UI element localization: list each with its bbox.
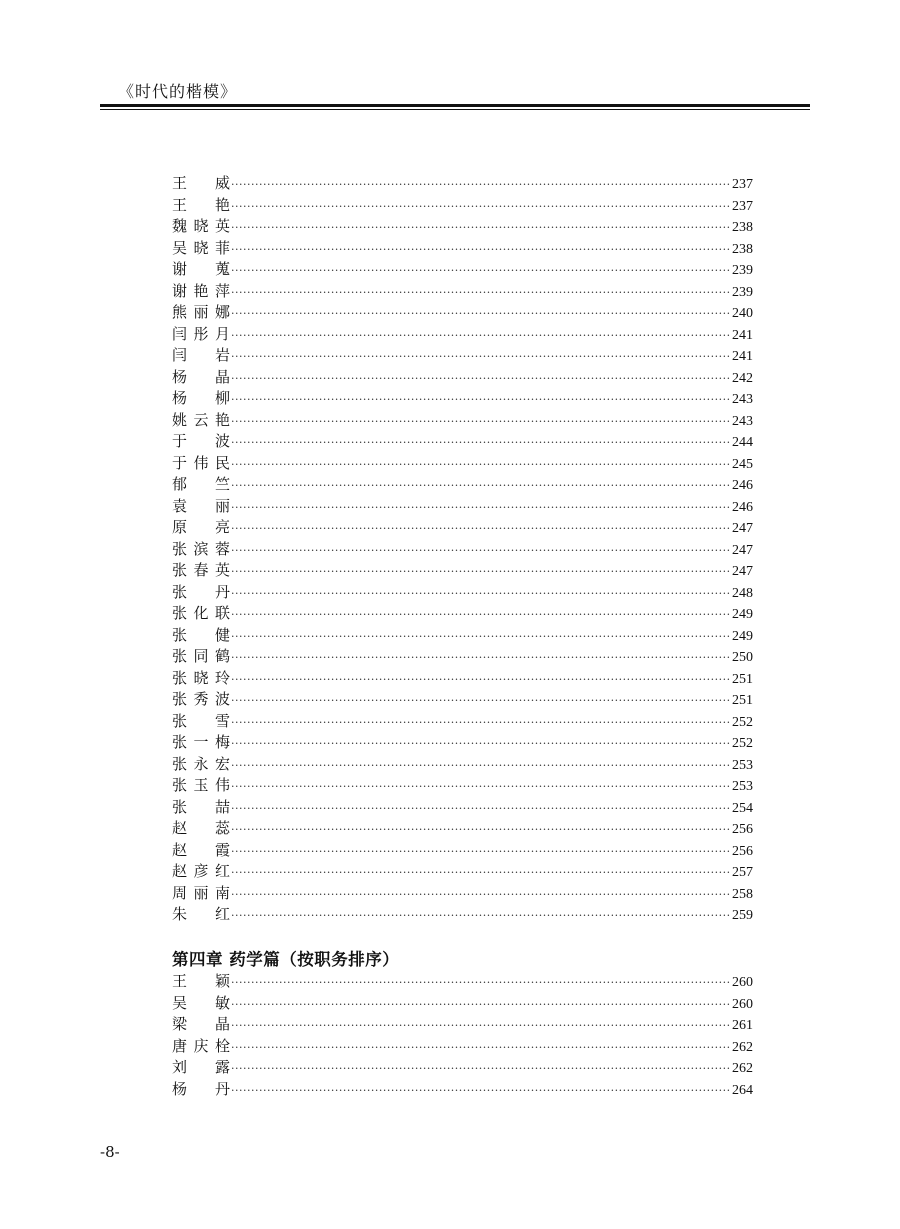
page-number: -8- xyxy=(100,1143,120,1161)
toc-leader-dots xyxy=(231,626,731,648)
toc-entry-name: 周丽南 xyxy=(172,883,230,902)
toc-entry-name: 谢艳萍 xyxy=(172,281,230,300)
toc-entry xyxy=(172,971,753,993)
toc-entry xyxy=(172,754,753,776)
toc-leader-dots xyxy=(231,647,731,669)
toc-entry-name: 张晓玲 xyxy=(172,668,230,687)
toc-entry xyxy=(172,367,753,389)
toc-entry-name: 于伟民 xyxy=(172,453,230,472)
toc-entry xyxy=(172,711,753,733)
toc-leader-dots xyxy=(231,841,731,863)
toc-entry-page: 246 xyxy=(732,478,753,493)
toc-entry xyxy=(172,582,753,604)
toc-entry xyxy=(172,431,753,453)
toc-entry-page: 264 xyxy=(732,1082,753,1098)
toc-entry-name: 杨 柳 xyxy=(172,389,230,407)
toc-entry-name: 袁 丽 xyxy=(172,496,230,515)
toc-entry xyxy=(172,388,753,410)
toc-entry xyxy=(172,496,753,518)
toc-entry xyxy=(172,195,753,217)
toc-entry xyxy=(172,453,753,475)
toc-entry-name: 赵彦红 xyxy=(172,862,230,880)
toc-leader-dots xyxy=(231,475,731,497)
toc-entry xyxy=(172,993,753,1015)
header-rule-thick xyxy=(100,104,810,107)
toc-leader-dots xyxy=(231,862,731,884)
toc-entry-name: 张 雪 xyxy=(172,711,230,730)
toc-entry xyxy=(172,173,753,195)
toc-entry-page: 237 xyxy=(732,177,753,192)
toc-entry-name: 原 亮 xyxy=(172,518,230,536)
toc-entry-page: 248 xyxy=(732,585,753,601)
toc-entry xyxy=(172,259,753,281)
toc-entry-name: 吴晓菲 xyxy=(172,238,230,257)
toc-leader-dots xyxy=(231,454,731,476)
toc-leader-dots xyxy=(231,884,731,906)
toc-entry xyxy=(172,840,753,862)
toc-leader-dots xyxy=(231,561,731,583)
toc-leader-dots xyxy=(231,776,731,798)
toc-entry xyxy=(172,474,753,496)
toc-leader-dots xyxy=(231,583,731,605)
toc-entry xyxy=(172,818,753,840)
toc-leader-dots xyxy=(231,798,731,820)
toc-entry-page: 256 xyxy=(732,822,753,837)
toc-leader-dots xyxy=(231,346,731,368)
toc-entry xyxy=(172,1036,753,1058)
toc-entry-page: 246 xyxy=(732,499,753,515)
toc-leader-dots xyxy=(231,972,731,994)
toc-entry-name: 吴 敏 xyxy=(172,993,230,1012)
toc-entry-name: 王 威 xyxy=(172,174,230,192)
toc-leader-dots xyxy=(231,604,731,626)
toc-entry-page: 247 xyxy=(732,564,753,579)
toc-entry-page: 261 xyxy=(732,1018,753,1033)
toc-entry-page: 247 xyxy=(732,542,753,558)
toc-entry xyxy=(172,1079,753,1101)
toc-entry xyxy=(172,539,753,561)
toc-leader-dots xyxy=(231,432,731,454)
toc-entry-name: 刘 露 xyxy=(172,1058,230,1076)
toc-entry-name: 杨 丹 xyxy=(172,1079,230,1098)
toc-entry-name: 梁 晶 xyxy=(172,1015,230,1033)
toc-entry xyxy=(172,883,753,905)
toc-leader-dots xyxy=(231,217,731,239)
toc-leader-dots xyxy=(231,303,731,325)
toc-entry-page: 251 xyxy=(732,671,753,687)
toc-entry-page: 244 xyxy=(732,435,753,450)
toc-entry-name: 赵 蕊 xyxy=(172,819,230,837)
toc-entry-page: 250 xyxy=(732,650,753,665)
toc-entry-page: 237 xyxy=(732,198,753,214)
toc-entry-page: 243 xyxy=(732,413,753,429)
toc-entry-page: 260 xyxy=(732,975,753,990)
toc-section-continued xyxy=(172,173,753,926)
toc-entry-page: 251 xyxy=(732,693,753,708)
toc-entry-name: 张永宏 xyxy=(172,754,230,773)
toc-entry xyxy=(172,646,753,668)
toc-entry-name: 闫彤月 xyxy=(172,324,230,343)
toc-entry-name: 张秀波 xyxy=(172,690,230,708)
toc-leader-dots xyxy=(231,1015,731,1037)
toc-leader-dots xyxy=(231,1058,731,1080)
toc-entry-page: 242 xyxy=(732,370,753,386)
toc-entry xyxy=(172,797,753,819)
toc-leader-dots xyxy=(231,174,731,196)
toc-entry-page: 259 xyxy=(732,908,753,923)
toc-leader-dots xyxy=(231,497,731,519)
toc-entry xyxy=(172,603,753,625)
toc-entry-name: 谢 蒐 xyxy=(172,260,230,278)
toc-entry-name: 王 艳 xyxy=(172,195,230,214)
toc-leader-dots xyxy=(231,540,731,562)
toc-section-chapter-4 xyxy=(172,971,753,1100)
toc-entry-page: 252 xyxy=(732,736,753,751)
toc-entry-name: 魏晓英 xyxy=(172,217,230,235)
toc-entry-name: 姚云艳 xyxy=(172,410,230,429)
toc-leader-dots xyxy=(231,819,731,841)
toc-entry-name: 张同鹤 xyxy=(172,647,230,665)
toc-entry-page: 249 xyxy=(732,607,753,622)
toc-entry-page: 253 xyxy=(732,779,753,794)
toc-leader-dots xyxy=(231,389,731,411)
toc-entry xyxy=(172,238,753,260)
toc-leader-dots xyxy=(231,282,731,304)
toc-entry xyxy=(172,668,753,690)
header-rule-thin xyxy=(100,109,810,110)
toc-entry-name: 赵 霞 xyxy=(172,840,230,859)
toc-entry-name: 朱 红 xyxy=(172,905,230,923)
toc-entry xyxy=(172,517,753,539)
toc-entry-page: 253 xyxy=(732,757,753,773)
toc-leader-dots xyxy=(231,1037,731,1059)
toc-entry xyxy=(172,302,753,324)
toc-entry-page: 256 xyxy=(732,843,753,859)
toc-entry-page: 239 xyxy=(732,284,753,300)
toc-entry xyxy=(172,560,753,582)
toc-leader-dots xyxy=(231,994,731,1016)
toc-entry-page: 257 xyxy=(732,865,753,880)
toc-entry-name: 张 喆 xyxy=(172,797,230,816)
running-header-title: 《时代的楷模》 xyxy=(118,82,238,101)
toc-entry-name: 唐庆栓 xyxy=(172,1036,230,1055)
toc-leader-dots xyxy=(231,755,731,777)
toc-entry-name: 张一梅 xyxy=(172,733,230,751)
toc-entry xyxy=(172,324,753,346)
toc-entry-page: 262 xyxy=(732,1061,753,1076)
toc-entry-page: 249 xyxy=(732,628,753,644)
toc-entry-page: 238 xyxy=(732,241,753,257)
toc-entry-name: 张化联 xyxy=(172,604,230,622)
toc-entry-page: 262 xyxy=(732,1039,753,1055)
toc-entry xyxy=(172,1057,753,1079)
toc-entry-page: 239 xyxy=(732,263,753,278)
toc-entry-name: 杨 晶 xyxy=(172,367,230,386)
toc-leader-dots xyxy=(231,518,731,540)
toc-entry xyxy=(172,775,753,797)
toc-entry xyxy=(172,732,753,754)
toc-entry-page: 247 xyxy=(732,521,753,536)
toc-leader-dots xyxy=(231,411,731,433)
toc-entry-name: 张滨蓉 xyxy=(172,539,230,558)
toc-entry-page: 258 xyxy=(732,886,753,902)
toc-entry xyxy=(172,1014,753,1036)
toc-leader-dots xyxy=(231,368,731,390)
toc-entry-name: 郁 竺 xyxy=(172,475,230,493)
toc-leader-dots xyxy=(231,260,731,282)
toc-leader-dots xyxy=(231,733,731,755)
toc-entry-name: 张春英 xyxy=(172,561,230,579)
toc-entry-name: 王 颖 xyxy=(172,972,230,990)
toc-leader-dots xyxy=(231,1080,731,1102)
toc-entry xyxy=(172,904,753,926)
toc-leader-dots xyxy=(231,196,731,218)
toc-entry-name: 张玉伟 xyxy=(172,776,230,794)
toc-leader-dots xyxy=(231,712,731,734)
toc-entry-page: 241 xyxy=(732,349,753,364)
toc-entry xyxy=(172,689,753,711)
toc-entry xyxy=(172,625,753,647)
toc-entry-page: 252 xyxy=(732,714,753,730)
toc-entry xyxy=(172,345,753,367)
toc-entry-page: 260 xyxy=(732,996,753,1012)
toc-leader-dots xyxy=(231,669,731,691)
toc-entry-page: 240 xyxy=(732,306,753,321)
toc-entry-page: 245 xyxy=(732,456,753,472)
toc-entry-name: 张 健 xyxy=(172,625,230,644)
toc-entry-page: 238 xyxy=(732,220,753,235)
toc-entry-name: 于 波 xyxy=(172,432,230,450)
toc-entry-name: 熊丽娜 xyxy=(172,303,230,321)
toc-leader-dots xyxy=(231,325,731,347)
chapter-heading: 第四章 药学篇（按职务排序） xyxy=(172,950,400,969)
toc-entry xyxy=(172,281,753,303)
toc-entry xyxy=(172,216,753,238)
toc-leader-dots xyxy=(231,239,731,261)
toc-entry xyxy=(172,861,753,883)
toc-entry-page: 241 xyxy=(732,327,753,343)
toc-entry-name: 闫 岩 xyxy=(172,346,230,364)
toc-entry-name: 张 丹 xyxy=(172,582,230,601)
toc-leader-dots xyxy=(231,905,731,927)
toc-entry-page: 243 xyxy=(732,392,753,407)
toc-leader-dots xyxy=(231,690,731,712)
toc-entry xyxy=(172,410,753,432)
toc-entry-page: 254 xyxy=(732,800,753,816)
